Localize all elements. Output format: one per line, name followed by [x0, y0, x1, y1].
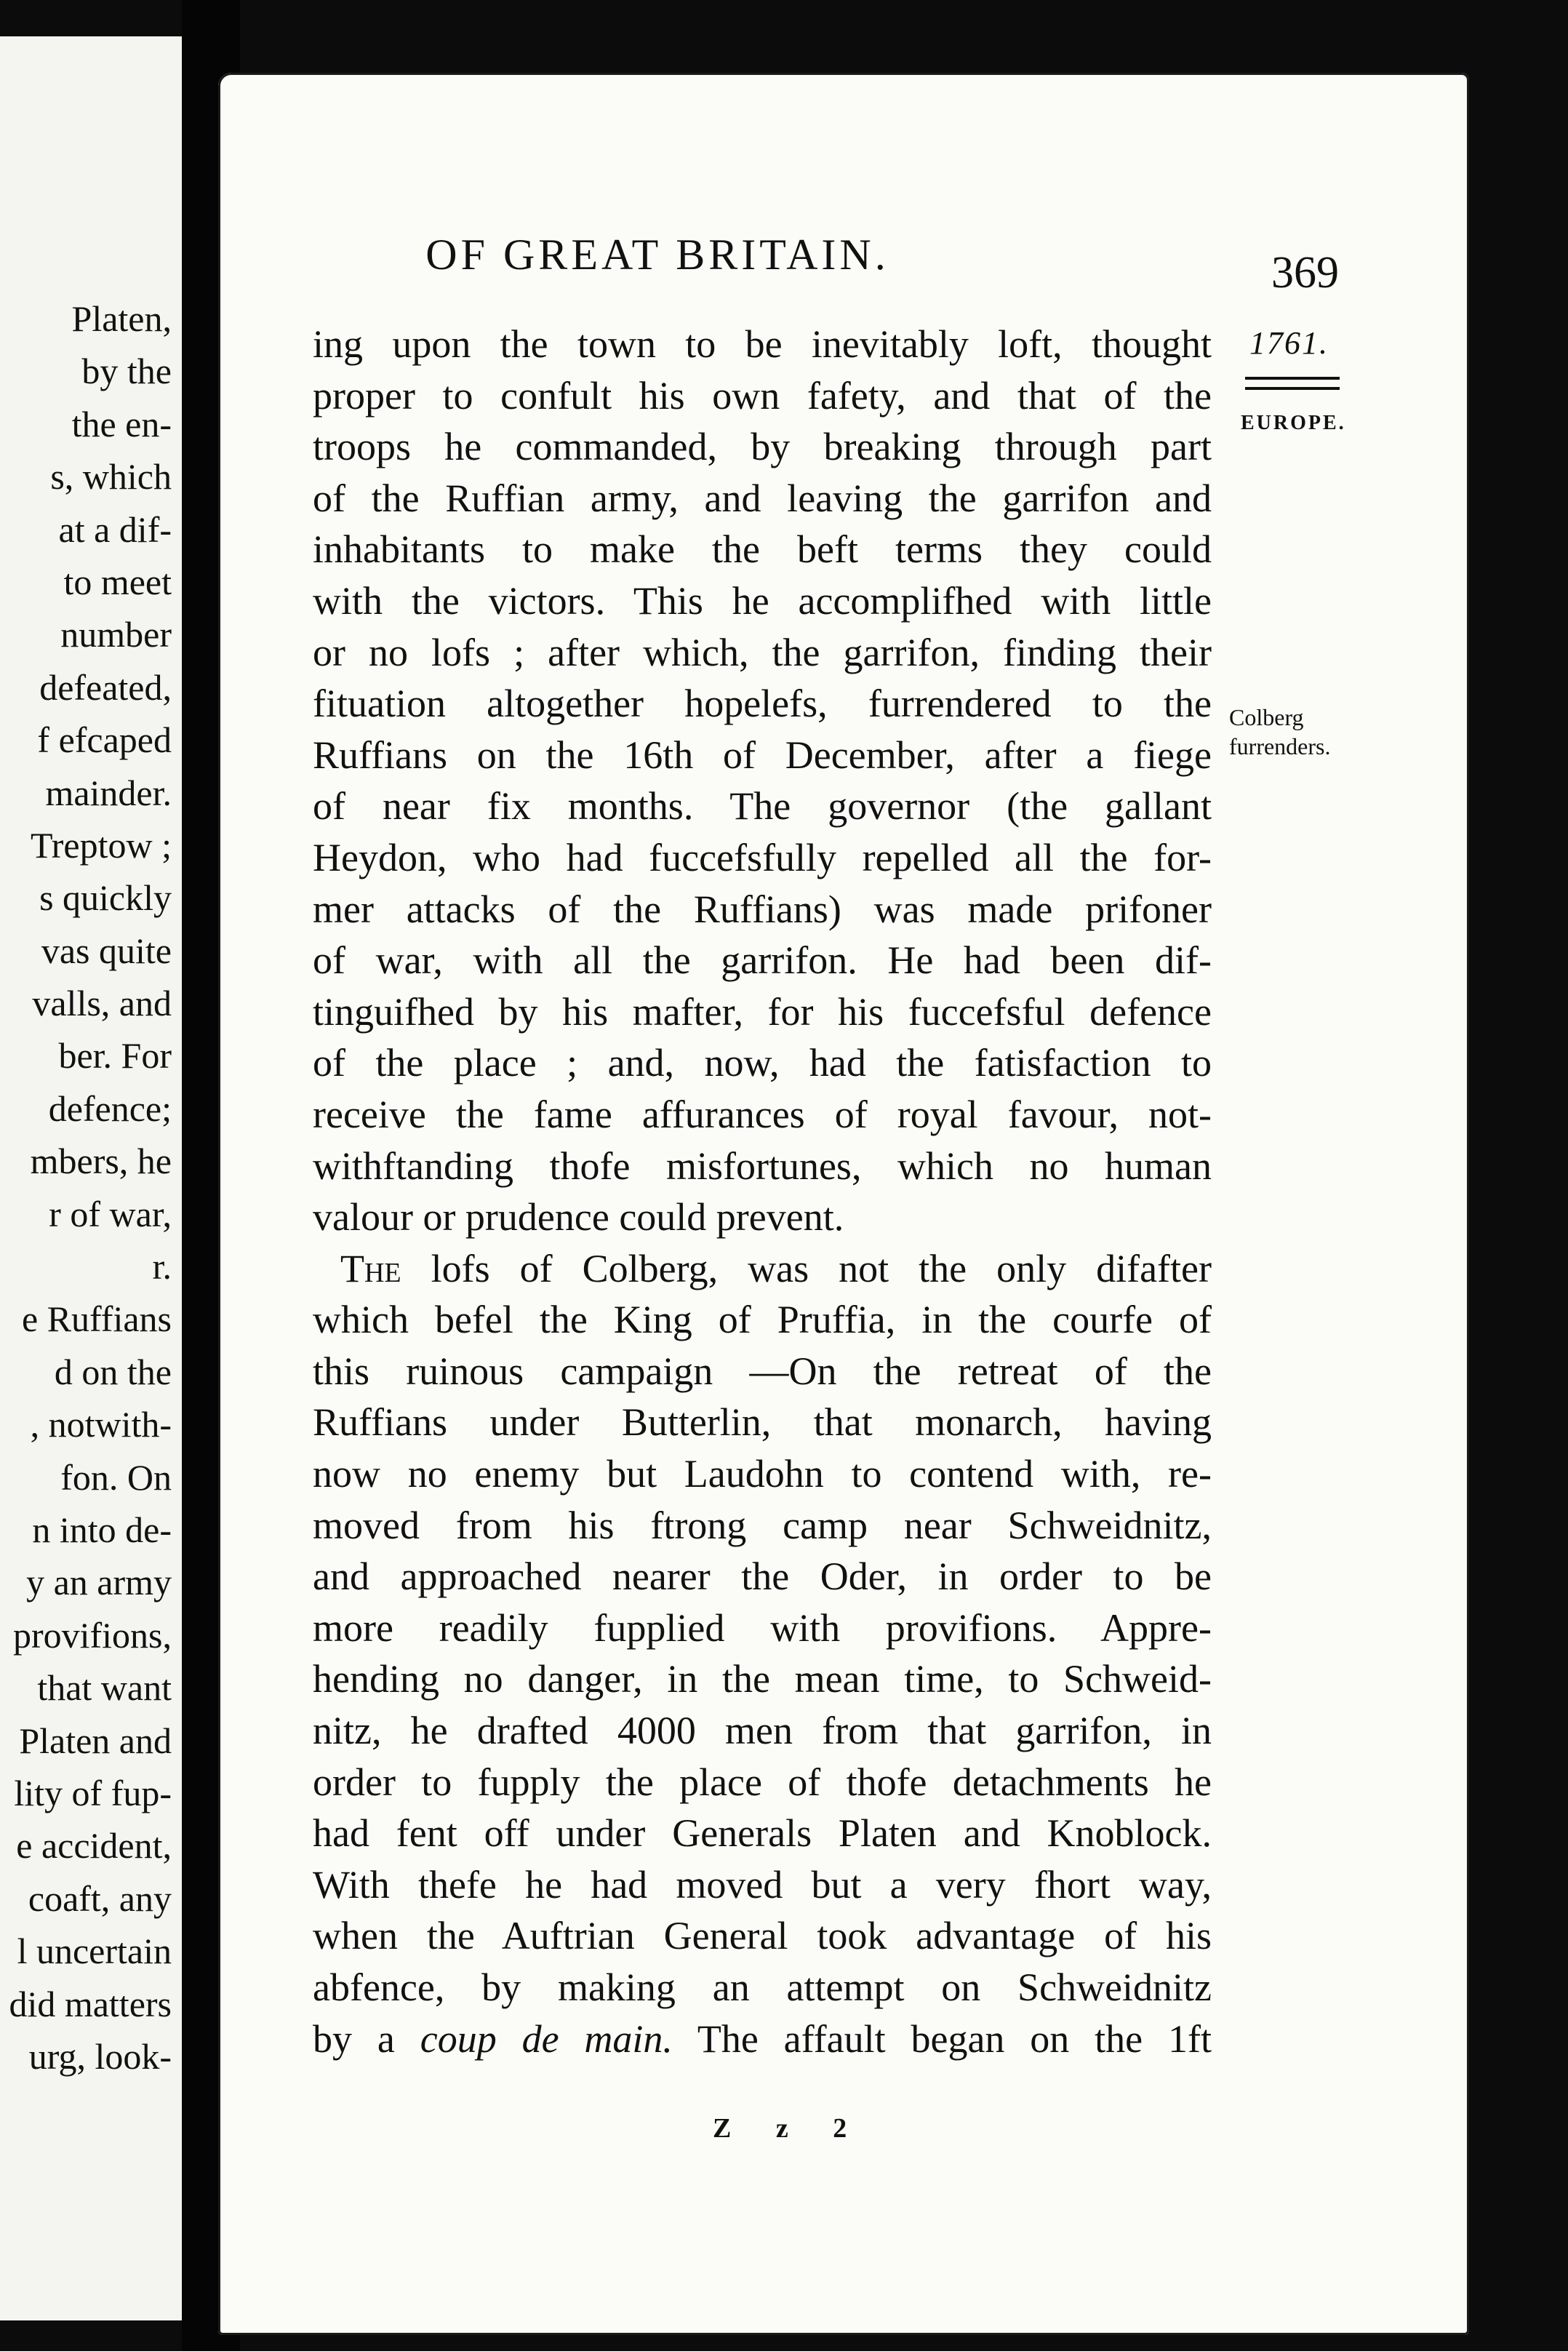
text-line: of near fix months. The governor (the gallant [313, 784, 1212, 829]
left-page-line: the en- [71, 403, 172, 444]
running-title: OF GREAT BRITAIN. [425, 231, 889, 279]
left-facing-page [0, 36, 185, 2320]
text-line-segment: The affault began on the 1ft [672, 2016, 1212, 2061]
text-line-segment: by a [313, 2016, 420, 2061]
left-page-line: lity of fup- [14, 1772, 172, 1813]
left-page-line: e Ruffians [22, 1298, 172, 1340]
text-line: withftanding thofe misfortunes, which no human [313, 1143, 1212, 1188]
left-page-line: Platen, [71, 298, 172, 339]
left-page-line: d on the [54, 1351, 172, 1392]
text-line: fituation altogether hopelefs, furrendered to the [313, 682, 1212, 726]
margin-note-line: Colberg [1229, 704, 1304, 730]
left-page-line: y an army [26, 1562, 172, 1603]
left-page-line: r of war, [49, 1193, 172, 1234]
text-line-rest: lofs of Colberg, was not the only difafter [401, 1246, 1212, 1290]
text-line: Heydon, who had fuccefsfully repelled all the for- [313, 835, 1212, 879]
text-line: when the Auftrian General took advantage of his [313, 1914, 1212, 1958]
left-page-line: e accident, [16, 1825, 172, 1867]
left-page-line: s quickly [39, 877, 172, 919]
text-line: and approached nearer the Oder, in order to be [313, 1554, 1212, 1599]
left-page-line: l uncertain [17, 1931, 172, 1972]
page-number: 369 [1271, 248, 1339, 298]
italic-phrase: coup de main. [420, 2016, 673, 2061]
left-page-line: n into de- [32, 1509, 172, 1550]
text-line: now no enemy but Laudohn to contend with, re- [313, 1452, 1212, 1496]
text-line: this ruinous campaign —On the retreat of the [313, 1349, 1212, 1393]
margin-section-label: EUROPE. [1241, 412, 1346, 434]
text-line: abfence, by making an attempt on Schweidnitz [313, 1965, 1212, 2009]
left-page-line: defence; [48, 1087, 172, 1129]
text-line: Ruffians under Butterlin, that monarch, having [313, 1400, 1212, 1445]
text-line: of the Ruffian army, and leaving the garrifon and [313, 476, 1212, 520]
text-line: valour or prudence could prevent. [313, 1195, 844, 1240]
text-line: of the place ; and, now, had the fatisfaction to [313, 1041, 1212, 1085]
left-page-line: Platen and [19, 1720, 172, 1761]
left-page-line: s, which [50, 456, 172, 498]
left-page-line: r. [152, 1246, 172, 1288]
left-page-line: number [60, 614, 172, 655]
text-line: or no lofs ; after which, the garrifon, finding their [313, 630, 1212, 674]
text-line: hending no danger, in the mean time, to Schweid- [313, 1657, 1212, 1701]
text-line: nitz, he drafted 4000 men from that garrifon, in [313, 1709, 1212, 1753]
paragraph-lead-word: The [340, 1246, 401, 1290]
text-line: Ruffians on the 16th of December, after a fiege [313, 733, 1212, 777]
left-page-line: defeated, [39, 666, 172, 708]
text-line: ing upon the town to be inevitably loft, thought [313, 322, 1212, 366]
margin-note [1229, 703, 1330, 761]
left-page-line: mbers, he [30, 1141, 172, 1182]
text-line: inhabitants to make the beft terms they could [313, 527, 1212, 572]
text-line: moved from his ftrong camp near Schweidnitz, [313, 1503, 1212, 1547]
text-line: troops he commanded, by breaking through part [313, 425, 1212, 469]
left-page-line: f efcaped [37, 719, 172, 761]
left-page-line: vas quite [41, 930, 172, 971]
left-page-line: urg, look- [28, 2035, 172, 2077]
left-page-line: , notwith- [30, 1404, 172, 1445]
text-line: receive the fame affurances of royal favour, not- [313, 1092, 1212, 1136]
left-page-line: fon. On [60, 1456, 172, 1498]
text-line [313, 2013, 1212, 2065]
text-line: proper to confult his own fafety, and that of the [313, 373, 1212, 418]
left-page-line: did matters [9, 1983, 172, 2024]
signature-mark: Z z 2 [713, 2113, 866, 2144]
left-page-line: ber. For [58, 1035, 172, 1077]
left-page-line: that want [37, 1667, 172, 1709]
left-page-line: Treptow ; [30, 824, 172, 866]
paragraph-schweidnitz [313, 1243, 1212, 2065]
paragraph-colberg-surrender [313, 319, 1212, 1243]
double-rule [1245, 377, 1340, 390]
text-line [313, 1243, 1212, 1295]
text-line: with the victors. This he accomplifhed with little [313, 578, 1212, 623]
text-line: more readily fupplied with provifions. Appre- [313, 1605, 1212, 1650]
left-page-line: to meet [63, 561, 172, 602]
left-page-line: by the [81, 351, 172, 392]
left-page-text [9, 292, 172, 2083]
left-page-line: valls, and [32, 983, 172, 1024]
text-line: of war, with all the garrifon. He had been dif- [313, 938, 1212, 983]
left-page-line: coaft, any [28, 1877, 172, 1919]
margin-year: 1761. [1249, 325, 1329, 361]
body-text [313, 319, 1212, 2064]
left-page-line: at a dif- [58, 508, 172, 550]
text-line: order to fupply the place of thofe detachments he [313, 1760, 1212, 1804]
left-page-line: mainder. [45, 772, 172, 813]
left-page-line: provifions, [12, 1614, 172, 1656]
text-line: had fent off under Generals Platen and Knoblock. [313, 1811, 1212, 1856]
text-line: With thefe he had moved but a very fhort way, [313, 1862, 1212, 1907]
text-line: tinguifhed by his mafter, for his fuccefsful defence [313, 989, 1212, 1034]
text-line: which befel the King of Pruffia, in the courfe of [313, 1298, 1212, 1342]
margin-note-line: furrenders. [1229, 733, 1331, 759]
text-line: mer attacks of the Ruffians) was made prifoner [313, 887, 1212, 931]
